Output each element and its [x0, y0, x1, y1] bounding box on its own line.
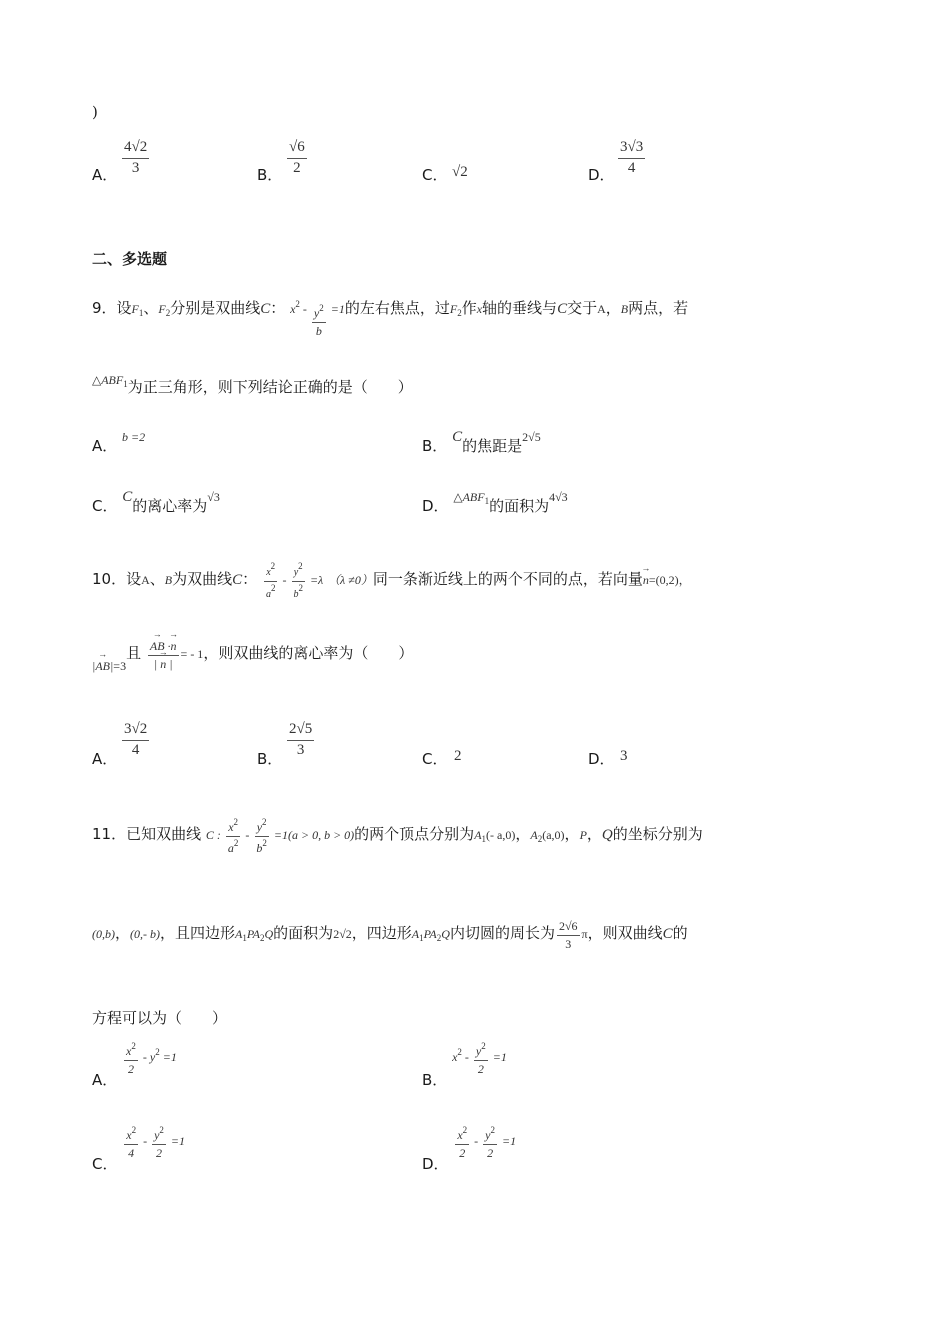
q11-option-a[interactable]: A． $\frac{x^2}{2}$ - $y^2 =1$ [92, 1041, 177, 1090]
q11-number: 11．已知双曲线 [92, 824, 202, 843]
q9-hyperbola-eq: $x^2$ - $\frac{y^2}{b}$ =1 [290, 299, 345, 338]
option-d-label: D． [422, 497, 449, 515]
q10-hyperbola-eq: $\frac{x2}{a2}$ - $\frac{y2}{b2}$ =λ [265, 561, 324, 600]
q9-option-c[interactable]: C． C的离心率为$^{√3}$ [92, 489, 220, 515]
q9-options-row1 [92, 430, 146, 456]
option-c-label: C． [92, 1155, 118, 1174]
option-a-label: A． [92, 437, 118, 455]
option-b-label: B． [257, 166, 283, 184]
option-c-value[interactable]: 2 [454, 748, 462, 764]
q9-number: 9．设 [92, 299, 132, 317]
q10-dot-fraction: → $\frac{AB \cdot\to n}{| \to n |}$ [146, 647, 181, 661]
option-a-fraction[interactable]: $\frac{3√2}{4}$ [124, 721, 148, 758]
q11-hyperbola-eq: C : $\frac{x^2}{a^2}$ - $\frac{y^2}{b^2}$ =1(a > 0, b > 0) [205, 817, 355, 855]
q9-option-b[interactable]: B． C的焦距是$^{2√5}$ [422, 429, 541, 455]
q11-stem-line2: (0,b)，(0,- b)，且四边形$A_1PA_2Q$的面积为2√2，四边形$A_1PA_2Q$内切圆的周长为 $\frac{2√6}{3}$ π，则双曲线C的 [92, 919, 688, 951]
q11-stem-line3: 方程可以为（ ） [92, 1009, 228, 1027]
q11-option-c[interactable]: C． $\frac{x^2}{4}$ - $\frac{y^2}{2}$ =1 [92, 1125, 186, 1174]
q11-option-b[interactable]: B． $x^2$ - $\frac{y^2}{2}$ =1 [422, 1041, 507, 1090]
q10-stem-line2: $_{|\to AB|=3}$且 → $\frac{AB \cdot\to n}{| \to n |}$ = - 1，则双曲线的离心率为（ ） [92, 640, 413, 670]
option-a-label: A． [92, 166, 118, 184]
option-c-label: C． [422, 166, 448, 184]
option-b-label: B． [422, 437, 448, 455]
option-d-fraction[interactable]: $\frac{3√3}{4}$ [620, 139, 644, 176]
q11-stem-line1: 11．已知双曲线 C : $\frac{x^2}{a^2}$ - $\frac{y^2}{b^2}$ =1(a > 0, b > 0)的两个顶点分别为$A_1(-$ a,0)，$A_2(a,0)$，P，Q的坐标分别为 [92, 817, 703, 855]
option-a-fraction[interactable]: $\frac{4√2}{3}$ [124, 139, 148, 176]
section-title: 二、多选题 [92, 250, 168, 268]
option-b-label: B． [257, 750, 283, 768]
q8-close-paren: ) [92, 103, 98, 121]
q11-option-d[interactable]: D． $\frac{x^2}{2}$ - $\frac{y^2}{2}$ =1 [422, 1125, 517, 1174]
q10-stem-line1: 10．设A、B为双曲线C： $\frac{x2}{a2}$ - $\frac{y2}{b2}$ =λ （λ ≠0）同一条渐近线上的两个不同的点，若向量→ n=(0,2)， [92, 562, 691, 600]
option-a-value[interactable]: b =2 [122, 430, 146, 444]
option-d-value[interactable]: 3 [620, 748, 628, 764]
option-c-label: C． [422, 750, 448, 768]
option-a-label: A． [92, 1071, 118, 1090]
option-c-value[interactable]: √2 [452, 164, 468, 180]
option-b-fraction[interactable]: $\frac{√6}{2}$ [289, 139, 305, 176]
q9-stem-line2: $^{\triangle ABF_1}$为正三角形，则下列结论正确的是（ ） [92, 373, 413, 396]
q10-number: 10．设 [92, 569, 142, 588]
q9-stem-line1: 9．设$F_1$、$F_2$分别是双曲线C： $x^2$ - $\frac{y^2}{b}$ =1的左右焦点，过$F_2$作x轴的垂线与C交于A，B两点，若 [92, 299, 689, 338]
option-d-label: D． [422, 1155, 449, 1174]
option-c-label: C． [92, 497, 118, 515]
option-d-label: D． [588, 166, 615, 184]
option-b-label: B． [422, 1071, 448, 1090]
option-a-label: A． [92, 750, 118, 768]
option-d-label: D． [588, 750, 615, 768]
q9-option-d[interactable]: D． $^{\triangle ABF_1}$的面积为$^{4√3}$ [422, 490, 568, 515]
option-b-fraction[interactable]: $\frac{2√5}{3}$ [289, 721, 313, 758]
